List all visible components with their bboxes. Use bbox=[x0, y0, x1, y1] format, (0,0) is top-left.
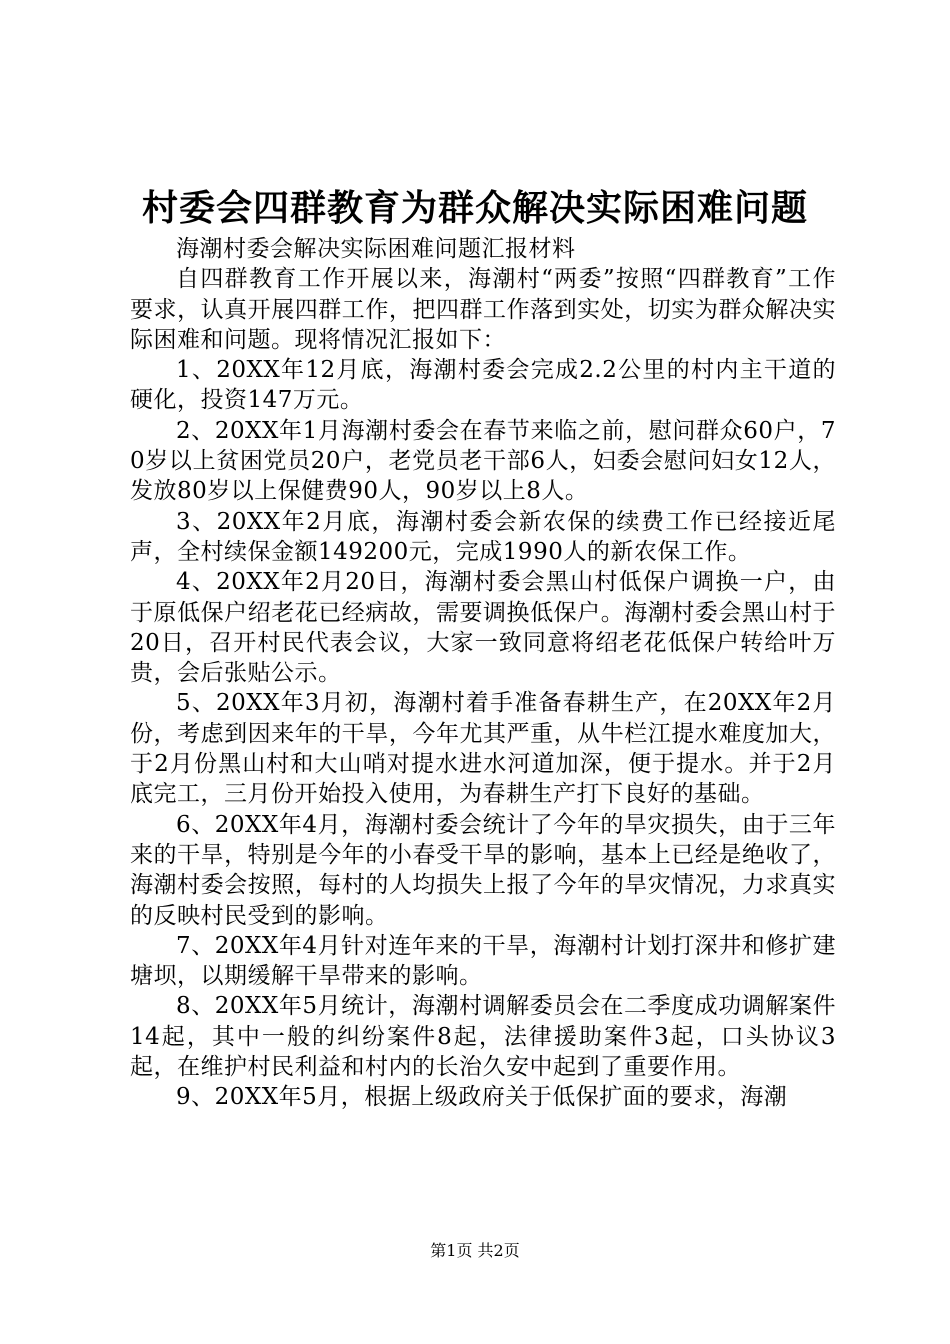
page-number-footer: 第1页 共2页 bbox=[430, 1241, 520, 1260]
paragraph-item-1: 1、20XX年12月底，海潮村委会完成2.2公里的村内主干道的硬化，投资147万元。 bbox=[130, 357, 836, 414]
paragraph-item-9: 9、20XX年5月，根据上级政府关于低保扩面的要求，海潮 bbox=[176, 1084, 788, 1111]
paragraph-item-5: 5、20XX年3月初，海潮村着手准备春耕生产，在20XX年2月份，考虑到因来年的干旱，今年尤其严重，从牛栏江提水难度加大，于2月份黑山村和大山哨对提水进水河道加深，便于提水。并于2月底完工，三月份开始投入使用，为春耕生产打下良好的基础。 bbox=[130, 690, 836, 808]
document-body bbox=[130, 234, 836, 1113]
paragraph-item-7: 7、20XX年4月针对连年来的干旱，海潮村计划打深井和修扩建塘坝，以期缓解干旱带来的影响。 bbox=[130, 932, 836, 990]
paragraph-item-6: 6、20XX年4月，海潮村委会统计了今年的旱灾损失，由于三年来的干旱，特别是今年的小春受干旱的影响，基本上已经是绝收了，海潮村委会按照，每村的人均损失上报了今年的旱灾情况，力求真实的反映村民受到的影响。 bbox=[130, 811, 836, 929]
paragraph-item-4: 4、20XX年2月20日，海潮村委会黑山村低保户调换一户，由于原低保户绍老花已经病故，需要调换低保户。海潮村委会黑山村于20日，召开村民代表会议，大家一致同意将绍老花低保户转给叶万贵，会后张贴公示。 bbox=[130, 569, 836, 687]
paragraph-item-2: 2、20XX年1月海潮村委会在春节来临之前，慰问群众60户，70岁以上贫困党员20户，老党员老干部6人，妇委会慰问妇女12人，发放80岁以上保健费90人，90岁以上8人。 bbox=[130, 417, 836, 505]
paragraph-item-8: 8、20XX年5月统计，海潮村调解委员会在二季度成功调解案件14起，其中一般的纠纷案件8起，法律援助案件3起，口头协议3起，在维护村民利益和村内的长治久安中起到了重要作用。 bbox=[130, 993, 836, 1081]
paragraph-item-3: 3、20XX年2月底，海潮村委会新农保的续费工作已经接近尾声，全村续保金额149200元，完成1990人的新农保工作。 bbox=[130, 508, 836, 565]
document-subtitle: 海潮村委会解决实际困难问题汇报材料 bbox=[176, 236, 576, 262]
document-title: 村委会四群教育为群众解决实际困难问题 bbox=[141, 187, 808, 229]
paragraph-intro: 自四群教育工作开展以来，海潮村“两委”按照“四群教育”工作要求，认真开展四群工作，把四群工作落到实处，切实为群众解决实际困难和问题。现将情况汇报如下： bbox=[130, 266, 836, 353]
